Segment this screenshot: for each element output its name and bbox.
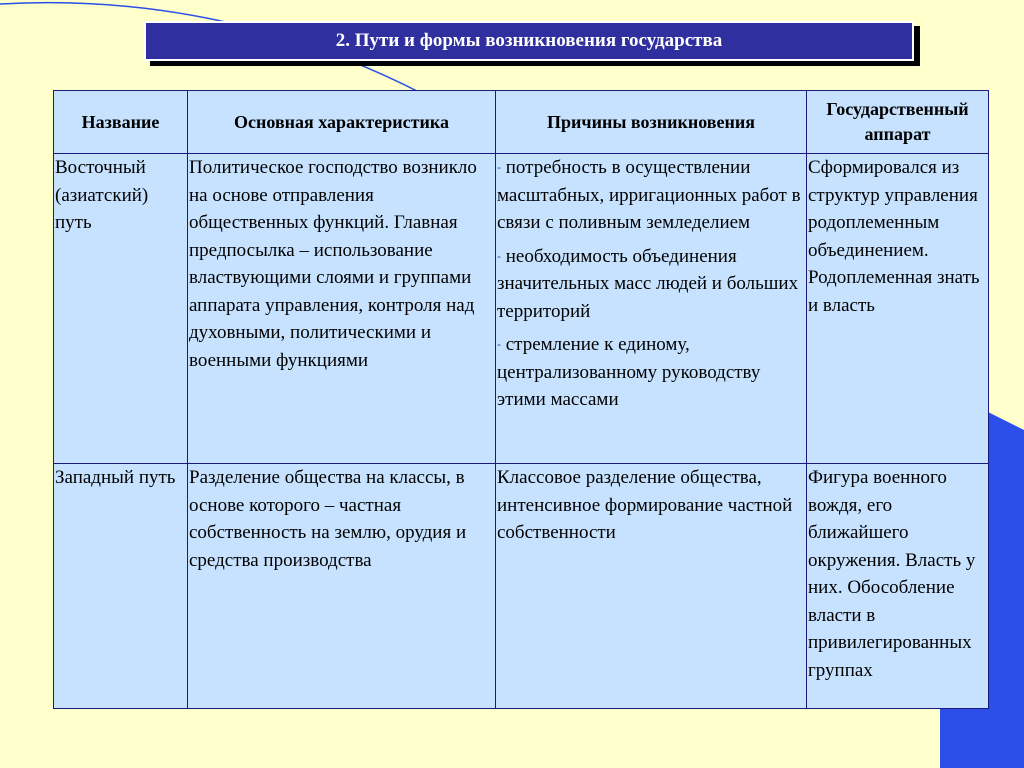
row-characteristic-cell: Политическое господство возникло на основе отправления общественных функций. Главная предпосылка – использование властвующими слоями и группами аппарата управления, контроля над духовными, политическими и военными функциями <box>188 154 496 464</box>
header-apparatus: Государственный аппарат <box>807 91 989 154</box>
row-apparatus-cell: Сформировался из структур управления родоплеменным объединением. Родоплеменная знать и власть <box>807 154 989 464</box>
header-reasons: Причины возникновения <box>496 91 807 154</box>
reason-text: потребность в осуществлении масштабных, ирригационных работ в связи с поливным земледелием <box>497 157 801 233</box>
row-name-cell: Восточный (азиатский) путь <box>54 154 188 464</box>
list-item: - необходимость объединения значительных масс людей и больших территорий <box>497 245 799 322</box>
list-item: - потребность в осуществлении масштабных, ирригационных работ в связи с поливным земледелием <box>497 157 801 233</box>
header-name: Название <box>54 91 188 154</box>
row-characteristic-cell: Разделение общества на классы, в основе которого – частная собственность на землю, орудия и средства производства <box>188 464 496 709</box>
reason-text: необходимость объединения значительных масс людей и больших территорий <box>497 245 799 322</box>
row-name-cell: Западный путь <box>54 464 188 709</box>
slide-title: 2. Пути и формы возникновения государства <box>144 21 914 61</box>
row-reasons-cell: Классовое разделение общества, интенсивное формирование частной собственности <box>496 464 807 709</box>
table-row <box>54 154 989 464</box>
table-row <box>54 464 989 709</box>
table-header-row <box>54 91 989 154</box>
list-item: - стремление к единому, централизованному руководству этими массами <box>497 334 761 410</box>
reason-text: стремление к единому, централизованному руководству этими массами <box>497 334 761 410</box>
row-apparatus-cell: Фигура военного вождя, его ближайшего окружения. Власть у них. Обособление власти в привилегированных группах <box>807 464 989 709</box>
comparison-table <box>53 90 989 709</box>
header-characteristic: Основная характеристика <box>188 91 496 154</box>
row-reasons-cell <box>496 154 807 464</box>
